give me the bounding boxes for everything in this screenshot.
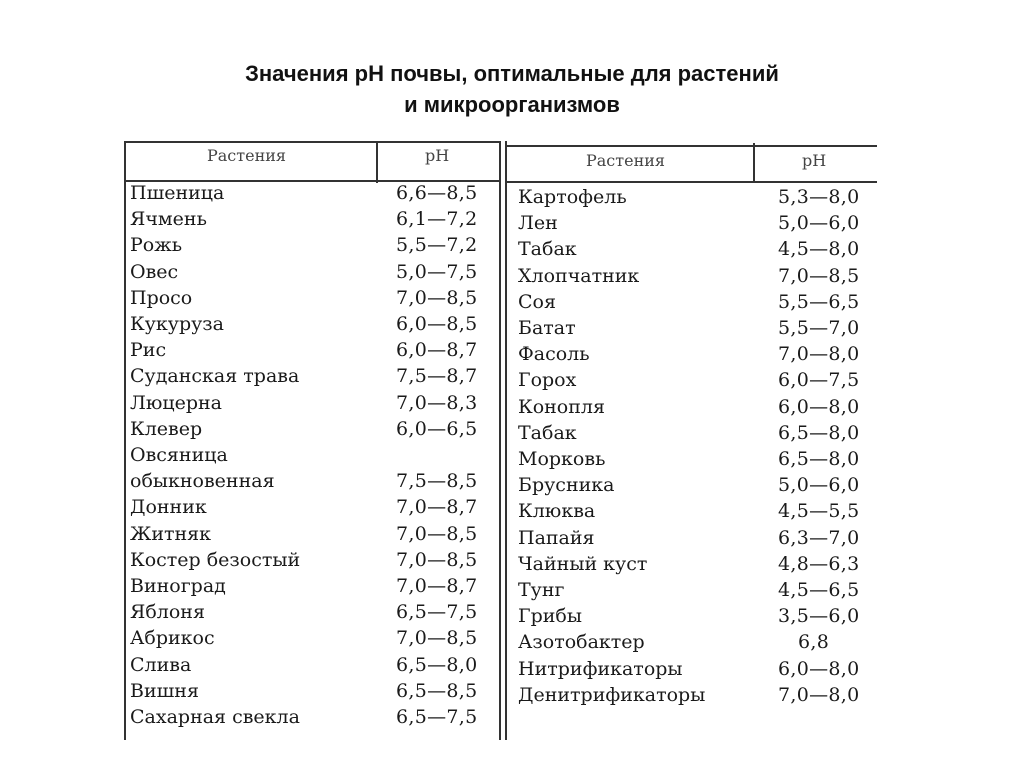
right-plant-name: Табак [518, 238, 577, 261]
header-ph-left: pH [425, 146, 450, 165]
left-plant-name: Слива [130, 653, 192, 676]
left-plant-name: Сахарная свекла [130, 706, 300, 728]
right-column-divider [753, 143, 755, 183]
header-plants-left: Растения [207, 146, 287, 165]
right-plant-name: Картофель [518, 186, 627, 208]
left-ph-value: 7,0—8,5 [396, 548, 478, 571]
left-ph-value: 6,0—6,5 [396, 417, 478, 440]
right-ph-value: 4,8—6,3 [778, 552, 860, 575]
left-ph-value: 6,0—8,5 [396, 313, 478, 335]
left-plant-name: Абрикос [130, 627, 215, 650]
left-ph-value: 7,5—8,5 [396, 470, 478, 493]
left-plant-name: Вишня [130, 679, 199, 702]
left-ph-value: 7,0—8,7 [396, 575, 478, 597]
left-plant-name: Ячмень [130, 208, 207, 231]
right-plant-name: Конопля [518, 395, 605, 418]
left-ph-value: 7,0—8,7 [396, 496, 478, 519]
left-plant-name: Просо [130, 286, 193, 309]
left-plant-name: Рожь [130, 234, 183, 257]
left-ph-value: 7,0—8,3 [396, 391, 478, 414]
left-ph-value: 7,0—8,5 [396, 286, 478, 309]
right-plant-name: Фасоль [518, 343, 590, 366]
right-ph-value: 6,5—8,0 [778, 448, 860, 470]
left-ph-value: 6,5—7,5 [396, 601, 478, 624]
right-ph-value: 7,0—8,0 [778, 343, 860, 366]
left-plant-name: Житняк [130, 522, 212, 545]
right-plant-name: Нитрификаторы [518, 657, 683, 680]
title-line-2: и микроорганизмов [404, 92, 620, 117]
right-plant-name: Горох [518, 369, 577, 392]
right-ph-value: 5,5—6,5 [778, 290, 860, 313]
left-ph-value: 7,0—8,5 [396, 627, 478, 650]
right-ph-value: 7,0—8,5 [778, 264, 860, 287]
right-plant-name: Тунг [518, 579, 565, 601]
right-ph-value: 5,0—6,0 [778, 474, 860, 497]
right-ph-value: 3,5—6,0 [778, 605, 860, 628]
left-plant-name: Овсяница [130, 444, 228, 466]
right-ph-value: 5,5—7,0 [778, 317, 860, 339]
header-plants-right: Растения [586, 151, 666, 170]
left-plant-name: Виноград [130, 575, 226, 597]
left-ph-value: 6,5—7,5 [396, 706, 478, 728]
left-plant-name: Рис [130, 339, 167, 362]
left-ph-value: 6,0—8,7 [396, 339, 478, 362]
right-plant-name: Хлопчатник [518, 264, 640, 287]
left-ph-value: 6,5—8,0 [396, 653, 478, 676]
right-plant-name: Брусника [518, 474, 615, 497]
right-plant-name: Чайный куст [518, 552, 648, 575]
right-ph-value: 6,8 [798, 631, 830, 654]
left-ph-value: 6,1—7,2 [396, 208, 478, 231]
left-ph-value: 7,0—8,5 [396, 522, 478, 545]
right-plant-name: Денитрификаторы [518, 683, 706, 706]
left-column-divider [376, 141, 378, 183]
table-left-border [124, 141, 126, 740]
right-ph-value: 6,3—7,0 [778, 526, 860, 549]
right-plant-name: Грибы [518, 605, 582, 628]
left-plant-name: Донник [130, 496, 207, 519]
left-plant-name: Пшеница [130, 182, 225, 204]
header-bottom-rule-right [505, 181, 877, 183]
right-ph-value: 4,5—8,0 [778, 238, 860, 261]
left-ph-value: 5,5—7,2 [396, 234, 478, 257]
right-ph-value: 7,0—8,0 [778, 683, 860, 706]
right-ph-value: 6,0—8,0 [778, 657, 860, 680]
right-plant-name: Батат [518, 317, 576, 339]
right-plant-name: Соя [518, 290, 556, 313]
left-plant-name: Люцерна [130, 391, 223, 414]
right-plant-name: Азотобактер [518, 631, 645, 654]
left-plant-name: обыкновенная [130, 470, 275, 493]
right-plant-name: Табак [518, 421, 577, 444]
right-plant-name: Морковь [518, 448, 606, 470]
right-ph-value: 6,0—7,5 [778, 369, 860, 392]
left-ph-value: 6,5—8,5 [396, 679, 478, 702]
right-ph-value: 5,3—8,0 [778, 186, 860, 208]
center-double-rule [499, 141, 501, 740]
right-plant-name: Лен [518, 212, 558, 235]
center-double-rule-inner [505, 141, 507, 740]
left-plant-name: Костер безостый [130, 548, 301, 571]
left-ph-value: 5,0—7,5 [396, 260, 478, 283]
left-ph-value: 6,6—8,5 [396, 182, 478, 204]
right-ph-value: 6,0—8,0 [778, 395, 860, 418]
left-plant-name: Клевер [130, 417, 203, 440]
header-ph-right: pH [802, 151, 827, 170]
left-plant-name: Яблоня [130, 601, 205, 624]
title-line-1: Значения pH почвы, оптимальные для растений [245, 61, 779, 86]
left-plant-name: Овес [130, 260, 179, 283]
right-ph-value: 6,5—8,0 [778, 421, 860, 444]
header-top-rule-right [505, 145, 877, 147]
right-ph-value: 4,5—5,5 [778, 500, 860, 523]
left-plant-name: Суданская трава [130, 365, 300, 388]
left-plant-name: Кукуруза [130, 313, 224, 335]
right-plant-name: Папайя [518, 526, 595, 549]
header-top-rule-left [124, 141, 501, 143]
right-plant-name: Клюква [518, 500, 596, 523]
right-ph-value: 4,5—6,5 [778, 579, 860, 601]
right-ph-value: 5,0—6,0 [778, 212, 860, 235]
left-ph-value: 7,5—8,7 [396, 365, 478, 388]
